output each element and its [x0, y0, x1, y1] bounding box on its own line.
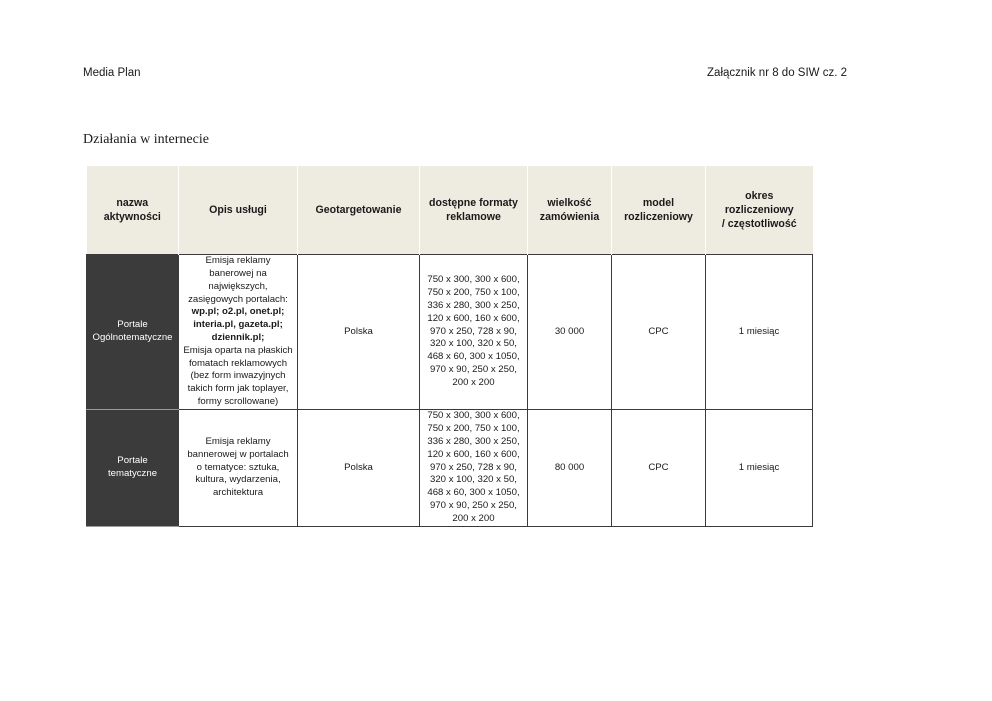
row-order-volume: 80 000	[528, 410, 612, 527]
row-activity-name: Portale Ogólnotematyczne	[87, 255, 179, 410]
row-service-description: Emisja reklamy banerowej na największych, zasięgowych portalach: wp.pl; o2.pl, onet.pl; interia.pl, gazeta.pl; dziennik.pl; Emisja oparta na płaskich fomatach reklamowych (bez form inwazyjnych takich form jak toplayer, formy scrollowane)	[179, 255, 298, 410]
row-service-description: Emisja reklamy bannerowej w portalach o tematyce: sztuka, kultura, wydarzenia, architektura	[179, 410, 298, 527]
row-billing-model: CPC	[612, 410, 706, 527]
header-left: Media Plan	[83, 67, 141, 79]
row-activity-name: Portale tematyczne	[87, 410, 179, 527]
header-right: Załącznik nr 8 do SIW cz. 2	[707, 67, 847, 79]
table-header-row	[87, 166, 813, 255]
media-plan-table	[86, 166, 813, 527]
row-geotargeting: Polska	[298, 410, 420, 527]
row-billing-model: CPC	[612, 255, 706, 410]
col-header-ad-formats: dostępne formaty reklamowe	[420, 166, 528, 255]
col-header-order-volume: wielkość zamówienia	[528, 166, 612, 255]
table-row	[87, 255, 813, 410]
row-billing-period: 1 miesiąc	[706, 410, 813, 527]
row-geotargeting: Polska	[298, 255, 420, 410]
col-header-billing-period: okres rozliczeniowy / częstotliwość	[706, 166, 813, 255]
col-header-service-description: Opis usługi	[179, 166, 298, 255]
table-row	[87, 410, 813, 527]
row-billing-period: 1 miesiąc	[706, 255, 813, 410]
row-order-volume: 30 000	[528, 255, 612, 410]
section-title: Działania w internecie	[83, 132, 209, 147]
col-header-geotargeting: Geotargetowanie	[298, 166, 420, 255]
row-ad-formats: 750 x 300, 300 x 600, 750 x 200, 750 x 100, 336 x 280, 300 x 250, 120 x 600, 160 x 600, 970 x 250, 728 x 90, 320 x 100, 320 x 50, 468 x 60, 300 x 1050, 970 x 90, 250 x 250, 200 x 200	[420, 255, 528, 410]
col-header-activity-name: nazwa aktywności	[87, 166, 179, 255]
row-ad-formats: 750 x 300, 300 x 600, 750 x 200, 750 x 100, 336 x 280, 300 x 250, 120 x 600, 160 x 600, 970 x 250, 728 x 90, 320 x 100, 320 x 50, 468 x 60, 300 x 1050, 970 x 90, 250 x 250, 200 x 200	[420, 410, 528, 527]
col-header-billing-model: model rozliczeniowy	[612, 166, 706, 255]
